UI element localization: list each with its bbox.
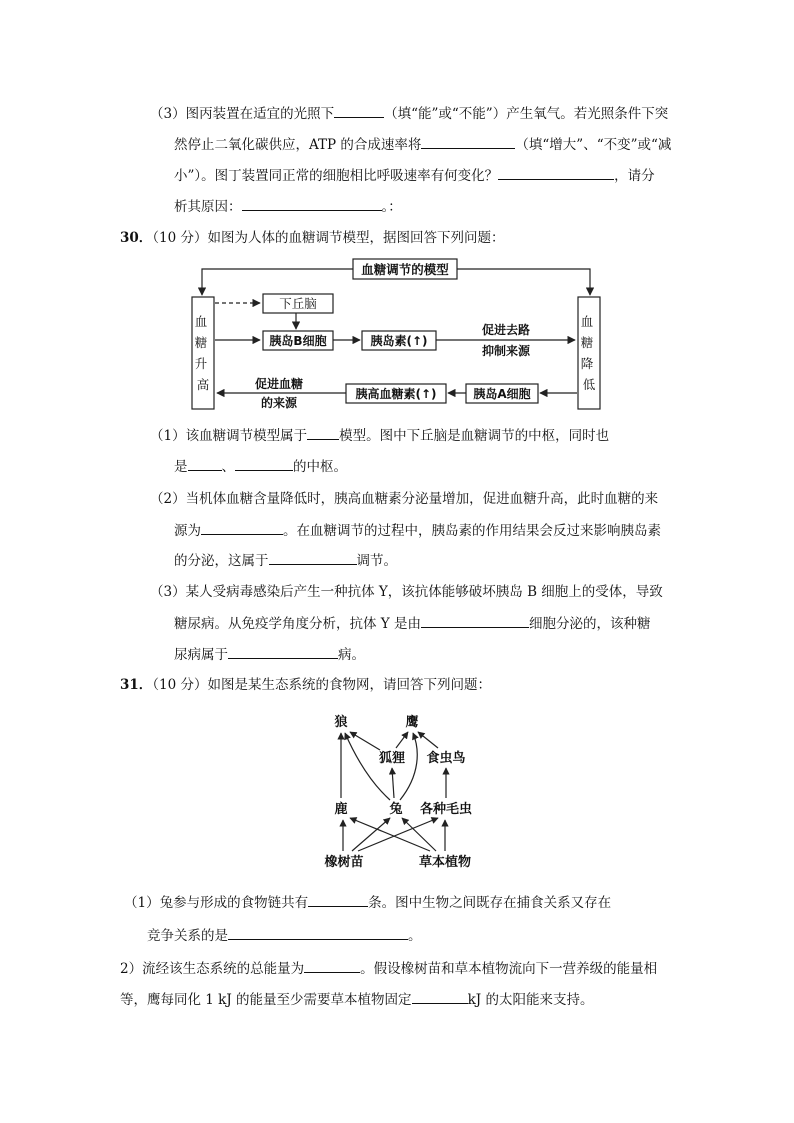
q30-2-line-2: 源为 。在血糖调节的过程中，胰岛素的作用结果会反过来影响胰岛素	[174, 520, 661, 541]
insulin-effect-2: 抑制来源	[481, 344, 531, 358]
node-herb: 草本植物	[418, 855, 472, 870]
insulin-label: 胰岛素(↑)	[370, 334, 428, 348]
node-eagle: 鹰	[405, 715, 419, 730]
q31-1-line-2: 竞争关系的是 。	[147, 925, 422, 946]
edge-rabbit-eagle	[400, 733, 417, 800]
q29-3-line-1: （3）图丙装置在适宜的光照下 （填“能”或“不能”）产生氧气。若光照条件下突	[150, 103, 668, 124]
answer-blank[interactable]	[228, 925, 408, 940]
edge-herb-deer	[350, 818, 430, 851]
q31-intro: 31．（10 分）如图是某生态系统的食物网，请回答下列问题：	[120, 677, 492, 693]
edge-bird-eagle	[418, 732, 438, 748]
node-insectivore-bird: 食虫鸟	[426, 751, 466, 766]
blood-sugar-low-label: 血 糖 降 低	[580, 314, 596, 392]
answer-blank[interactable]	[235, 456, 293, 471]
answer-blank[interactable]	[188, 456, 222, 471]
alpha-cell-label: 胰岛A细胞	[473, 387, 531, 401]
answer-blank[interactable]	[421, 134, 515, 149]
hypothalamus-label: 下丘脑	[279, 296, 317, 311]
glucagon-effect-1: 促进血糖	[254, 377, 304, 391]
blood-sugar-diagram	[0, 250, 794, 430]
answer-blank[interactable]	[269, 550, 357, 565]
q30-2-line-1: （2）当机体血糖含量降低时，胰高血糖素分泌量增加，促进血糖升高，此时血糖的来	[150, 491, 659, 507]
node-wolf: 狼	[334, 715, 348, 730]
beta-cell-label: 胰岛B细胞	[269, 334, 327, 348]
answer-blank[interactable]	[412, 989, 468, 1004]
insulin-effect-1: 促进去路	[481, 323, 531, 337]
q30-3-line-1: （3）某人受病毒感染后产生一种抗体 Y，该抗体能够破坏胰岛 B 细胞上的受体，导致	[150, 584, 663, 600]
food-web-diagram	[0, 700, 794, 880]
q31-2-line-1: 2）流经该生态系统的总能量为 。假设橡树苗和草本植物流向下一营养级的能量相	[120, 958, 657, 979]
edge-oak-caterpillar	[358, 818, 438, 851]
answer-blank[interactable]	[421, 613, 529, 628]
answer-blank[interactable]	[228, 644, 338, 659]
q31-1-line-1: （1）兔参与形成的食物链共有 条。图中生物之间既存在捕食关系又存在	[124, 892, 611, 913]
answer-blank[interactable]	[201, 520, 283, 535]
answer-blank[interactable]	[334, 103, 384, 118]
q30-intro: 30．（10 分）如图为人体的血糖调节模型，据图回答下列问题：	[120, 230, 505, 246]
node-fox: 狐狸	[378, 751, 406, 766]
edge-fox-wolf	[350, 732, 380, 750]
q30-3-line-2: 糖尿病。从免疫学角度分析，抗体 Y 是由 细胞分泌的，该种糖	[174, 613, 651, 634]
diagram-title: 血糖调节的模型	[361, 262, 449, 277]
q30-1-line-2: 是 、 的中枢。	[174, 456, 347, 477]
q30-3-line-3: 尿病属于 病。	[174, 644, 365, 665]
answer-blank[interactable]	[304, 958, 360, 973]
node-caterpillar: 各种毛虫	[419, 802, 473, 817]
arrow-title-to-low	[457, 269, 590, 295]
edge-rabbit-fox	[392, 768, 394, 798]
q31-2-line-2: 等，鹰每同化 1 kJ 的能量至少需要草本植物固定 kJ 的太阳能来支持。	[120, 989, 593, 1010]
answer-blank[interactable]	[498, 165, 614, 180]
q29-3-line-2: 然停止二氧化碳供应，ATP 的合成速率将 （填“增大”、“不变”或“减	[174, 134, 671, 155]
q29-3-line-3: 小”）。图丁装置同正常的细胞相比呼吸速率有何变化？ ，请分	[174, 165, 655, 186]
arrow-title-to-high	[202, 269, 353, 295]
q30-2-line-3: 的分泌，这属于 调节。	[174, 550, 397, 571]
blood-sugar-high-label: 血 糖 升 高	[194, 314, 210, 392]
node-deer: 鹿	[334, 802, 348, 817]
edge-fox-eagle	[396, 732, 408, 748]
glucagon-label: 胰高血糖素(↑)	[355, 387, 437, 401]
node-rabbit: 兔	[389, 802, 403, 817]
question-number: 31．	[120, 677, 153, 693]
answer-blank[interactable]	[308, 892, 368, 907]
q29-3-line-4: 析其原因： 。：	[174, 196, 402, 217]
answer-blank[interactable]	[307, 425, 339, 440]
answer-blank[interactable]	[242, 196, 382, 211]
node-oak-seedling: 橡树苗	[324, 855, 364, 870]
q30-1-line-1: （1）该血糖调节模型属于 模型。图中下丘脑是血糖调节的中枢，同时也	[150, 425, 609, 446]
question-number: 30．	[120, 230, 153, 246]
glucagon-effect-2: 的来源	[260, 396, 298, 410]
